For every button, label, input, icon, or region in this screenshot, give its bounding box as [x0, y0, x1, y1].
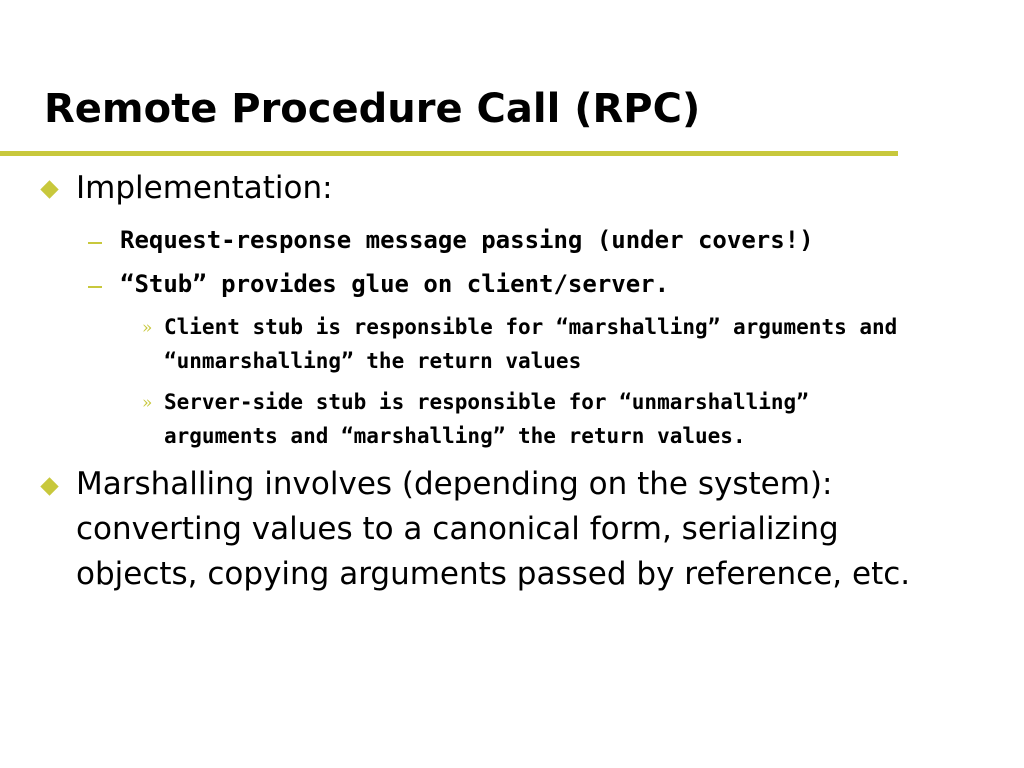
marshalling-line-3: objects, copying arguments passed by reference, etc. [76, 556, 911, 592]
sub-bullet-stub-glue: “Stub” provides glue on client/server. [120, 270, 670, 298]
raquo-bullet-icon: » [142, 393, 153, 413]
diamond-bullet-icon [40, 180, 58, 198]
slide-title: Remote Procedure Call (RPC) [44, 86, 701, 132]
raquo-bullet-icon: » [142, 318, 153, 338]
dash-bullet-icon [88, 242, 102, 244]
sub-bullet-request-response: Request-response message passing (under covers!) [120, 226, 814, 254]
dash-bullet-icon [88, 286, 102, 288]
bullet-implementation: Implementation: [76, 170, 333, 206]
title-underline [0, 151, 898, 156]
marshalling-line-1: Marshalling involves (depending on the system): [76, 466, 833, 502]
server-stub-line-2: arguments and “marshalling” the return values. [164, 424, 746, 448]
client-stub-line-2: “unmarshalling” the return values [164, 349, 582, 373]
marshalling-line-2: converting values to a canonical form, serializing [76, 511, 839, 547]
client-stub-line-1: Client stub is responsible for “marshalling” arguments and [164, 315, 898, 339]
server-stub-line-1: Server-side stub is responsible for “unmarshalling” [164, 390, 809, 414]
diamond-bullet-icon [40, 477, 58, 495]
